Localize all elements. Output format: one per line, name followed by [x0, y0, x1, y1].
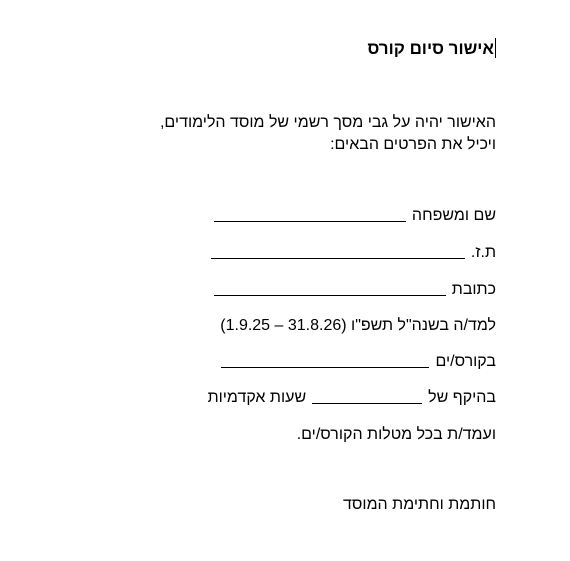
requirements-line: ועמד/ת בכל מטלות הקורס/ים.: [296, 426, 496, 443]
courses-label: בקורס/ים: [435, 353, 496, 370]
id-blank[interactable]: [211, 244, 465, 259]
address-label: כתובת: [451, 281, 496, 298]
hours-blank[interactable]: [312, 389, 422, 404]
document-title: [367, 38, 496, 59]
name-blank[interactable]: [214, 207, 406, 222]
intro-line-2: ויכיל את הפרטים הבאים:: [330, 136, 496, 153]
address-field-row: [214, 280, 496, 300]
title-text: אישור סיום קורס: [367, 39, 494, 58]
address-blank[interactable]: [214, 281, 446, 296]
id-label: ת.ז.: [470, 244, 496, 261]
text-cursor: [495, 38, 496, 58]
hours-field-row: [208, 388, 496, 408]
courses-field-row: [221, 352, 496, 372]
signature-line: חותמת וחתימת המוסד: [343, 496, 496, 513]
id-field-row: [211, 243, 496, 263]
name-field-row: [214, 206, 496, 226]
study-year-line: למד/ה בשנה"ל תשפ"ו (31.8.26 – 1.9.25): [220, 317, 496, 334]
courses-blank[interactable]: [221, 353, 429, 368]
intro-line-1: האישור יהיה על גבי מסך רשמי של מוסד הלימודים,: [159, 114, 496, 131]
hours-prefix: בהיקף של: [428, 389, 496, 406]
name-label: שם ומשפחה: [411, 207, 496, 224]
hours-suffix: שעות אקדמיות: [207, 389, 307, 406]
